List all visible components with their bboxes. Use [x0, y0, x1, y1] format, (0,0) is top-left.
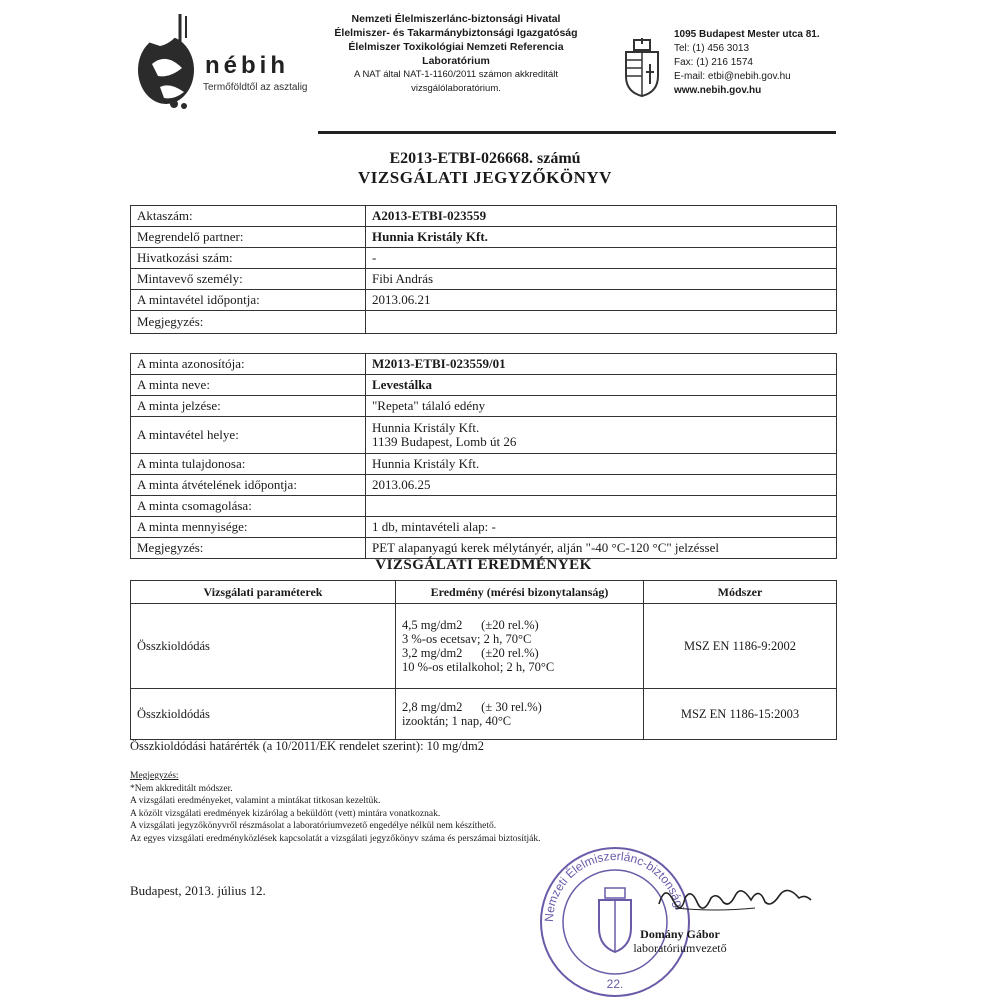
- row-label: A minta tulajdonosa:: [131, 454, 366, 475]
- row-label: A minta mennyisége:: [131, 517, 366, 538]
- contact-tel: Tel: (1) 456 3013: [674, 43, 750, 54]
- result-line: 10 %-os etilalkohol; 2 h, 70°C: [402, 660, 555, 674]
- institution-line: Élelmiszer Toxikológiai Nemzeti Referencia: [348, 41, 564, 53]
- coat-of-arms-icon: [622, 38, 662, 98]
- table-row: [131, 604, 837, 689]
- parameter-cell: Összkioldódás: [131, 604, 396, 689]
- header-divider: [318, 131, 836, 134]
- signer-role: laboratóriumvezető: [633, 941, 727, 955]
- result-line: izooktán; 1 nap, 40°C: [402, 714, 512, 728]
- column-header: Eredmény (mérési bizonytalanság): [396, 581, 644, 604]
- contact-email: E-mail: etbi@nebih.gov.hu: [674, 71, 791, 82]
- row-value: Hunnia Kristály Kft.: [366, 454, 837, 475]
- table-row: [131, 689, 837, 740]
- signer-block: [625, 927, 735, 955]
- results-heading: VIZSGÁLATI EREDMÉNYEK: [375, 557, 592, 573]
- row-value: "Repeta" tálaló edény: [366, 396, 837, 417]
- signer-name: Domány Gábor: [640, 927, 720, 941]
- report-title: VIZSGÁLATI JEGYZŐKÖNYV: [358, 168, 612, 187]
- row-label: Megjegyzés:: [131, 538, 366, 559]
- row-label: Megjegyzés:: [131, 311, 366, 334]
- institution-line: A NAT által NAT-1-1160/2011 számon akkreditált: [354, 69, 558, 80]
- nebih-logo-icon: [130, 12, 200, 112]
- row-label: A minta csomagolása:: [131, 496, 366, 517]
- row-value: A2013-ETBI-023559: [366, 206, 837, 227]
- table-row: [131, 354, 837, 375]
- case-info-table: [130, 205, 837, 334]
- row-label: A minta neve:: [131, 375, 366, 396]
- row-value: 1 db, mintavételi alap: -: [366, 517, 837, 538]
- result-line: 3,2 mg/dm2 (±20 rel.%): [402, 646, 539, 660]
- note-line: *Nem akkreditált módszer.: [130, 783, 233, 794]
- brand-name: nébih: [205, 52, 289, 79]
- result-cell: [396, 604, 644, 689]
- method-cell: MSZ EN 1186-15:2003: [644, 689, 837, 740]
- method-cell: MSZ EN 1186-9:2002: [644, 604, 837, 689]
- row-value: [366, 496, 837, 517]
- column-header: Módszer: [644, 581, 837, 604]
- note-line: Az egyes vizsgálati eredményközlések kapcsolatát a vizsgálati jegyzőkönyv száma és perszámai biztosítják.: [130, 833, 541, 844]
- row-value: PET alapanyagú kerek mélytányér, alján "-40 °C-120 °C" jelzéssel: [366, 538, 837, 559]
- brand-tagline: Termőföldtől az asztalig: [203, 82, 308, 93]
- report-number: E2013-ETBI-026668. számú: [389, 150, 581, 167]
- table-row: [131, 454, 837, 475]
- row-value: [366, 417, 837, 454]
- row-label: Megrendelő partner:: [131, 227, 366, 248]
- result-line: 4,5 mg/dm2 (±20 rel.%): [402, 618, 539, 632]
- result-line: 2,8 mg/dm2 (± 30 rel.%): [402, 700, 542, 714]
- row-value: Levestálka: [366, 375, 837, 396]
- note-line: A vizsgálati jegyzőkönyvről részmásolat a laboratóriumvezető engedélye nélkül nem készíthető.: [130, 821, 497, 831]
- official-stamp-icon: [535, 842, 695, 1002]
- table-row: [131, 375, 837, 396]
- address-line: Hunnia Kristály Kft.: [372, 420, 480, 435]
- row-value: M2013-ETBI-023559/01: [366, 354, 837, 375]
- note-line: A vizsgálati eredményeket, valamint a mintákat titkosan kezeltük.: [130, 796, 381, 806]
- row-label: A minta átvételének időpontja:: [131, 475, 366, 496]
- sample-info-table: [130, 353, 837, 559]
- institution-line: Élelmiszer- és Takarmánybiztonsági Igazgatóság: [334, 27, 578, 39]
- result-cell: [396, 689, 644, 740]
- note-line: A közölt vizsgálati eredmények kizárólag a beküldött (vett) mintára vonatkoznak.: [130, 808, 441, 819]
- institution-block: [325, 12, 587, 96]
- limit-value-text: Összkioldódási határérték (a 10/2011/EK rendelet szerint): 10 mg/dm2: [130, 739, 484, 753]
- table-row: [131, 206, 837, 227]
- place-date: Budapest, 2013. július 12.: [130, 883, 266, 898]
- contact-fax: Fax: (1) 216 1574: [674, 57, 753, 68]
- row-label: Aktaszám:: [131, 206, 366, 227]
- row-label: A minta azonosítója:: [131, 354, 366, 375]
- institution-line: Nemzeti Élelmiszerlánc-biztonsági Hivatal: [351, 13, 561, 25]
- table-row: [131, 496, 837, 517]
- row-label: Mintavevő személy:: [131, 269, 366, 290]
- table-row: [131, 417, 837, 454]
- table-header-row: [131, 581, 837, 604]
- parameter-cell: Összkioldódás: [131, 689, 396, 740]
- row-value: 2013.06.25: [366, 475, 837, 496]
- row-value: Hunnia Kristály Kft.: [366, 227, 837, 248]
- table-row: [131, 227, 837, 248]
- table-row: [131, 269, 837, 290]
- row-value: 2013.06.21: [366, 290, 837, 311]
- table-row: [131, 311, 837, 334]
- row-label: A minta jelzése:: [131, 396, 366, 417]
- institution-line: vizsgálólaboratórium.: [411, 83, 501, 94]
- result-line: 3 %-os ecetsav; 2 h, 70°C: [402, 632, 532, 646]
- stamp-number: 22.: [606, 977, 624, 991]
- table-row: [131, 517, 837, 538]
- row-value: Fibi András: [366, 269, 837, 290]
- row-label: Hivatkozási szám:: [131, 248, 366, 269]
- contact-block: [674, 28, 820, 98]
- address-line: 1139 Budapest, Lomb út 26: [372, 434, 517, 449]
- notes-heading: Megjegyzés:: [130, 771, 179, 781]
- results-table: [130, 580, 837, 740]
- signature-icon: [655, 878, 815, 918]
- table-row: [131, 290, 837, 311]
- table-row: [131, 396, 837, 417]
- contact-web: www.nebih.gov.hu: [674, 85, 762, 96]
- stamp-ring-text: Nemzeti Élelmiszerlánc-biztonsági: [541, 848, 687, 923]
- column-header: Vizsgálati paraméterek: [131, 581, 396, 604]
- table-row: [131, 475, 837, 496]
- institution-line: Laboratórium: [422, 55, 490, 67]
- notes-block: [130, 770, 540, 845]
- row-value: -: [366, 248, 837, 269]
- row-label: A mintavétel időpontja:: [131, 290, 366, 311]
- table-row: [131, 538, 837, 559]
- table-row: [131, 248, 837, 269]
- contact-address: 1095 Budapest Mester utca 81.: [674, 29, 820, 40]
- row-label: A mintavétel helye:: [131, 417, 366, 454]
- row-value: [366, 311, 837, 334]
